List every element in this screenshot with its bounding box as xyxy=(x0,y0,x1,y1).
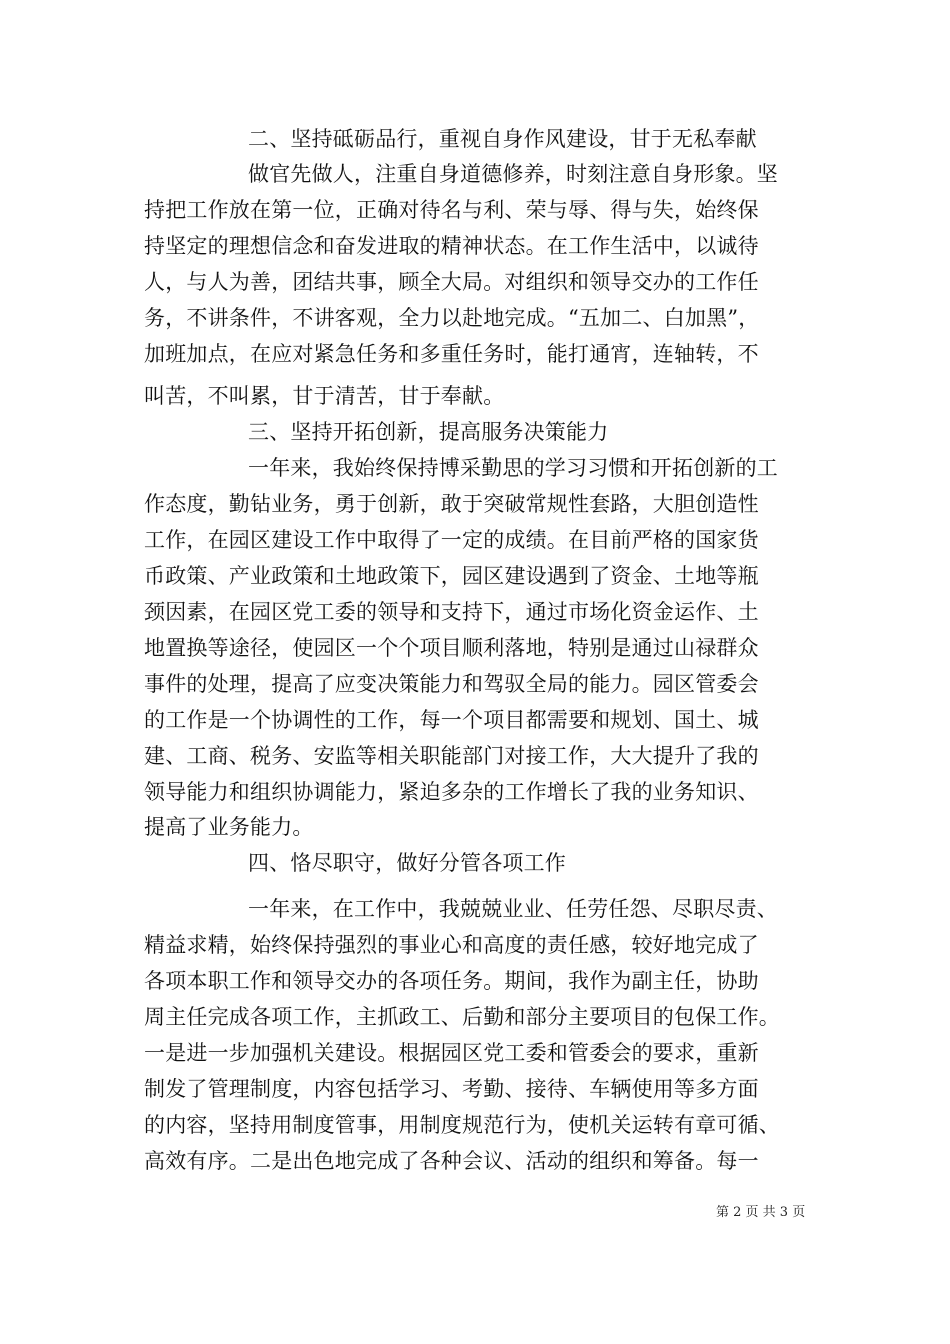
paragraph-line: 务，不讲条件，不讲客观，全力以赴地完成。“五加二、白加黑”， xyxy=(144,306,760,330)
paragraph-line: 叫苦，不叫累，甘于清苦，甘于奉献。 xyxy=(144,384,505,408)
paragraph-line: 建、工商、税务、安监等相关职能部门对接工作，大大提升了我的 xyxy=(144,744,759,768)
paragraph-line: 币政策、产业政策和土地政策下，园区建设遇到了资金、土地等瓶 xyxy=(144,564,759,588)
heading-2: 二、坚持砥砺品行，重视自身作风建设，甘于无私奉献 xyxy=(248,127,757,151)
paragraph-line: 一是进一步加强机关建设。根据园区党工委和管委会的要求，重新 xyxy=(144,1041,759,1065)
heading-3: 三、坚持开拓创新，提高服务决策能力 xyxy=(248,420,609,444)
paragraph-line: 人，与人为善，团结共事，顾全大局。对组织和领导交办的工作任 xyxy=(144,270,759,294)
paragraph-line: 持把工作放在第一位，正确对待名与利、荣与辱、得与失，始终保 xyxy=(144,198,759,222)
paragraph-line: 事件的处理，提高了应变决策能力和驾驭全局的能力。园区管委会 xyxy=(144,672,759,696)
paragraph-line: 颈因素，在园区党工委的领导和支持下，通过市场化资金运作、土 xyxy=(144,600,759,624)
paragraph-line: 的工作是一个协调性的工作，每一个项目都需要和规划、国土、城 xyxy=(144,708,759,732)
paragraph-line: 一年来，在工作中，我兢兢业业、任劳任怨、尽职尽责、 xyxy=(248,897,778,921)
paragraph-line: 精益求精，始终保持强烈的事业心和高度的责任感，较好地完成了 xyxy=(144,933,759,957)
paragraph-line: 持坚定的理想信念和奋发进取的精神状态。在工作生活中，以诚待 xyxy=(144,234,759,258)
paragraph-line: 地置换等途径，使园区一个个项目顺利落地，特别是通过山禄群众 xyxy=(144,636,759,660)
paragraph-line: 周主任完成各项工作，主抓政工、后勤和部分主要项目的包保工作。 xyxy=(144,1005,780,1029)
paragraph-line: 提高了业务能力。 xyxy=(144,815,314,839)
paragraph-line: 作态度，勤钻业务，勇于创新，敢于突破常规性套路，大胆创造性 xyxy=(144,492,759,516)
paragraph-line: 领导能力和组织协调能力，紧迫多杂的工作增长了我的业务知识、 xyxy=(144,780,759,804)
paragraph-line: 做官先做人，注重自身道德修养，时刻注意自身形象。坚 xyxy=(248,162,778,186)
paragraph-line: 加班加点，在应对紧急任务和多重任务时，能打通宵，连轴转，不 xyxy=(144,342,759,366)
page-footer: 第 2 页 共 3 页 xyxy=(716,1205,806,1220)
paragraph-line: 的内容，坚持用制度管事，用制度规范行为，使机关运转有章可循、 xyxy=(144,1113,780,1137)
heading-4: 四、恪尽职守，做好分管各项工作 xyxy=(248,851,566,875)
paragraph-line: 高效有序。二是出色地完成了各种会议、活动的组织和筹备。每一 xyxy=(144,1149,759,1173)
paragraph-line: 一年来，我始终保持博采勤思的学习习惯和开拓创新的工 xyxy=(248,456,778,480)
paragraph-line: 各项本职工作和领导交办的各项任务。期间，我作为副主任，协助 xyxy=(144,969,759,993)
paragraph-line: 工作，在园区建设工作中取得了一定的成绩。在目前严格的国家货 xyxy=(144,528,759,552)
paragraph-line: 制发了管理制度，内容包括学习、考勤、接待、车辆使用等多方面 xyxy=(144,1077,759,1101)
